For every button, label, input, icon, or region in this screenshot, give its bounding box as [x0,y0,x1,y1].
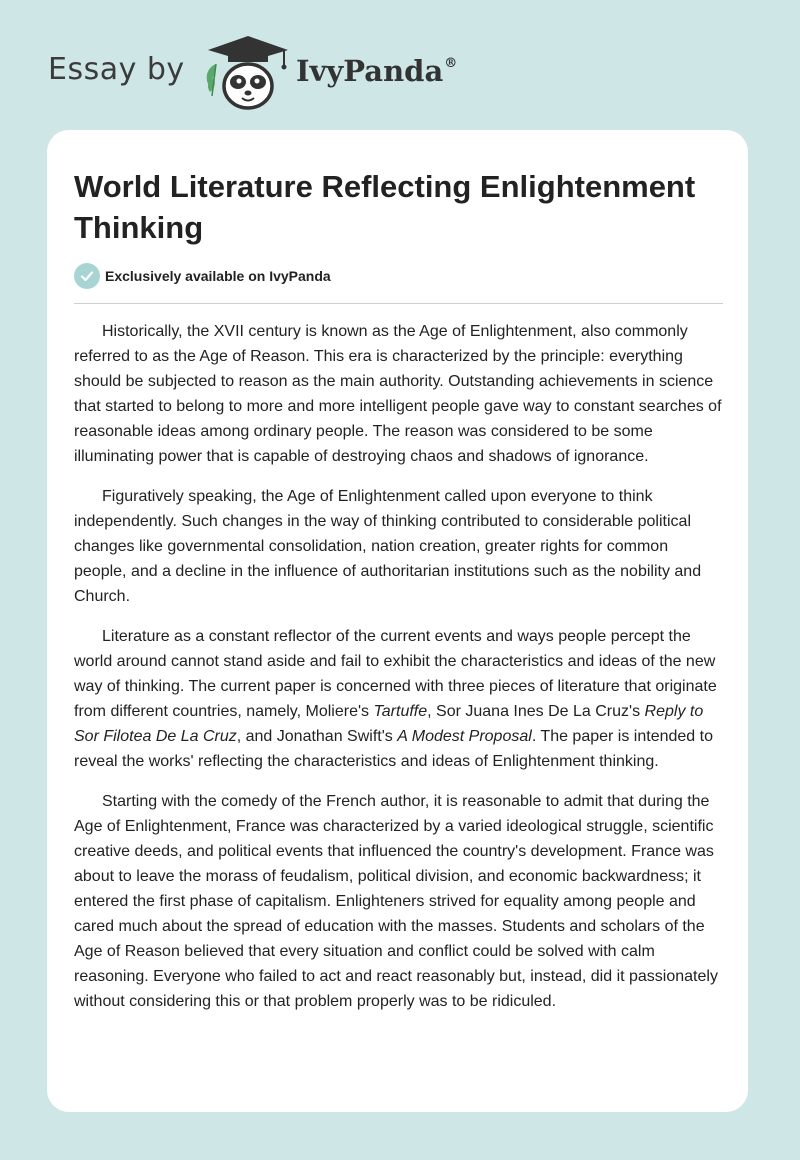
paragraph [74,624,724,774]
paragraph-text: , and Jonathan Swift's [236,728,398,745]
brand-name: IvyPanda [296,54,444,88]
paragraph: Figuratively speaking, the Age of Enlightenment called upon everyone to think independently. Such changes in the way of thinking contributed to considerable political changes like governmental consolidation, nation creation, greater rights for common people, and a decline in the influence of authoritarian institutions such as the nobility and Church. [74,488,702,605]
panda-logo-icon[interactable] [200,34,296,110]
paragraph-text: . The paper is intended to reveal the works' reflecting the characteristics and ideas of Enlightenment thinking. [74,728,713,770]
exclusive-badge [74,263,331,289]
paragraph-text: Literature as a constant reflector of the current events and ways people percept the world around cannot stand aside and fail to exhibit the characteristics and ideas of the new way of thinking. The current paper is concerned with three pieces of literature that originate from different countries, namely, Moliere's [74,628,717,720]
work-title: Tartuffe [373,703,428,720]
work-title: A Modest Proposal [397,728,532,745]
site-header [0,0,800,130]
essay-title: World Literature Reflecting Enlightenment Thinking [74,169,696,245]
work-title: Reply to Sor Filotea De La Cruz [74,703,704,745]
registered-mark: ® [444,56,458,71]
paragraph: Historically, the XVII century is known as the Age of Enlightenment, also commonly referred to as the Age of Reason. This era is characterized by the principle: everything should be subjected to reason as the main authority. Outstanding achievements in science that started to belong to more and more intelligent people gave way to constant searches of reasonable ideas among ordinary people. The reason was considered to be some illuminating power that is capable of destroying chaos and shadows of ignorance. [74,323,722,465]
paragraph-text: , Sor Juana Ines De La Cruz's [427,703,645,720]
check-icon [74,263,100,289]
essay-card [47,130,748,1112]
paragraph: Starting with the comedy of the French author, it is reasonable to admit that during the Age of Enlightenment, France was characterized by a varied ideological struggle, scientific creative deeds, and political events that influenced the country's development. France was about to leave the morass of feudalism, political division, and economic backwardness; it entered the first phase of capitalism. Enlighteners strived for equality among people and cared much about the spread of education with the masses. Students and scholars of the Age of Reason believed that every situation and conflict could be solved with calm reasoning. Everyone who failed to act and react reasonably but, instead, did it passionately without considering this or that problem properly was to be ridiculed. [74,793,718,1010]
essay-by-label: Essay by [48,52,185,87]
ivypanda-brand[interactable] [296,54,457,88]
divider [74,303,723,304]
badge-text: Exclusively available on IvyPanda [105,268,331,284]
essay-body [74,319,724,1014]
